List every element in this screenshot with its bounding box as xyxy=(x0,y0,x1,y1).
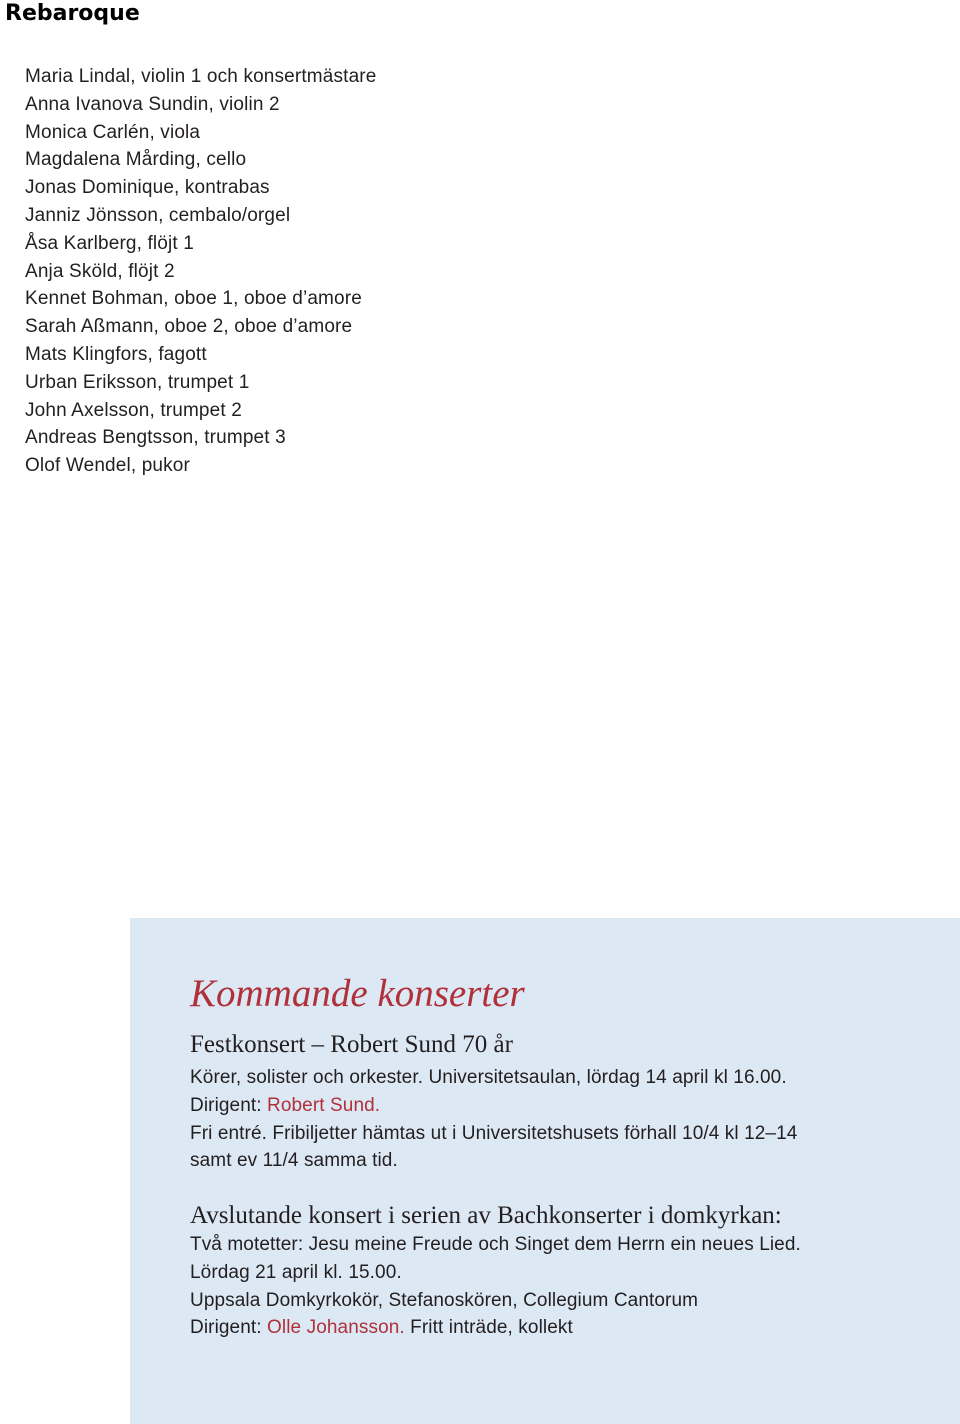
conductor-name: Olle Johansson. xyxy=(267,1317,405,1339)
roster-item: Anja Sköld, flöjt 2 xyxy=(25,260,175,282)
event-2-line: Uppsala Domkyrkokör, Stefanoskören, Collegium Cantorum xyxy=(190,1289,699,1311)
conductor-label: Dirigent: xyxy=(190,1094,268,1116)
event-2-conductor-line xyxy=(190,1314,801,1342)
roster-item: Kennet Bohman, oboe 1, oboe d’amore xyxy=(25,288,362,310)
event-2-line: Lördag 21 april kl. 15.00. xyxy=(190,1261,402,1283)
conductor-label: Dirigent: xyxy=(190,1317,268,1339)
upcoming-concerts-panel xyxy=(130,918,960,1424)
event-2-details xyxy=(190,1231,801,1342)
roster-item: Maria Lindal, violin 1 och konsertmästare xyxy=(25,66,377,87)
event-1-line: Fri entré. Fribiljetter hämtas ut i Universitetshusets förhall 10/4 kl 12–14 xyxy=(190,1122,798,1144)
roster-item: Sarah Aßmann, oboe 2, oboe d’amore xyxy=(25,316,353,338)
roster-item: Urban Eriksson, trumpet 1 xyxy=(25,371,250,393)
conductor-name: Robert Sund. xyxy=(267,1094,381,1116)
roster-item: Monica Carlén, viola xyxy=(25,121,201,143)
event-1-details xyxy=(190,1064,797,1175)
orchestra-roster xyxy=(25,63,376,480)
roster-item: Jonas Dominique, kontrabas xyxy=(25,177,270,199)
upcoming-concerts-heading: Kommande konserter xyxy=(190,972,525,1015)
event-1-line: samt ev 11/4 samma tid. xyxy=(190,1150,398,1172)
event-1-conductor-line xyxy=(190,1092,797,1120)
roster-item: Olof Wendel, pukor xyxy=(25,455,190,477)
roster-item: Åsa Karlberg, flöjt 1 xyxy=(25,232,194,254)
section-title: Rebaroque xyxy=(5,1,140,26)
roster-item: Mats Klingfors, fagott xyxy=(25,343,207,365)
event-1-line: Körer, solister och orkester. Universitetsaulan, lördag 14 april kl 16.00. xyxy=(190,1067,787,1088)
admission-note: Fritt inträde, kollekt xyxy=(404,1317,573,1339)
roster-item: Anna Ivanova Sundin, violin 2 xyxy=(25,93,280,115)
roster-item: John Axelsson, trumpet 2 xyxy=(25,399,242,421)
event-2-line: Två motetter: Jesu meine Freude och Singet dem Herrn ein neues Lied. xyxy=(190,1234,801,1255)
event-1-title: Festkonsert – Robert Sund 70 år xyxy=(190,1031,513,1058)
roster-item: Andreas Bengtsson, trumpet 3 xyxy=(25,427,286,449)
roster-item: Janniz Jönsson, cembalo/orgel xyxy=(25,204,291,226)
roster-item: Magdalena Mårding, cello xyxy=(25,149,247,171)
event-2-title: Avslutande konsert i serien av Bachkonserter i domkyrkan: xyxy=(190,1202,782,1229)
